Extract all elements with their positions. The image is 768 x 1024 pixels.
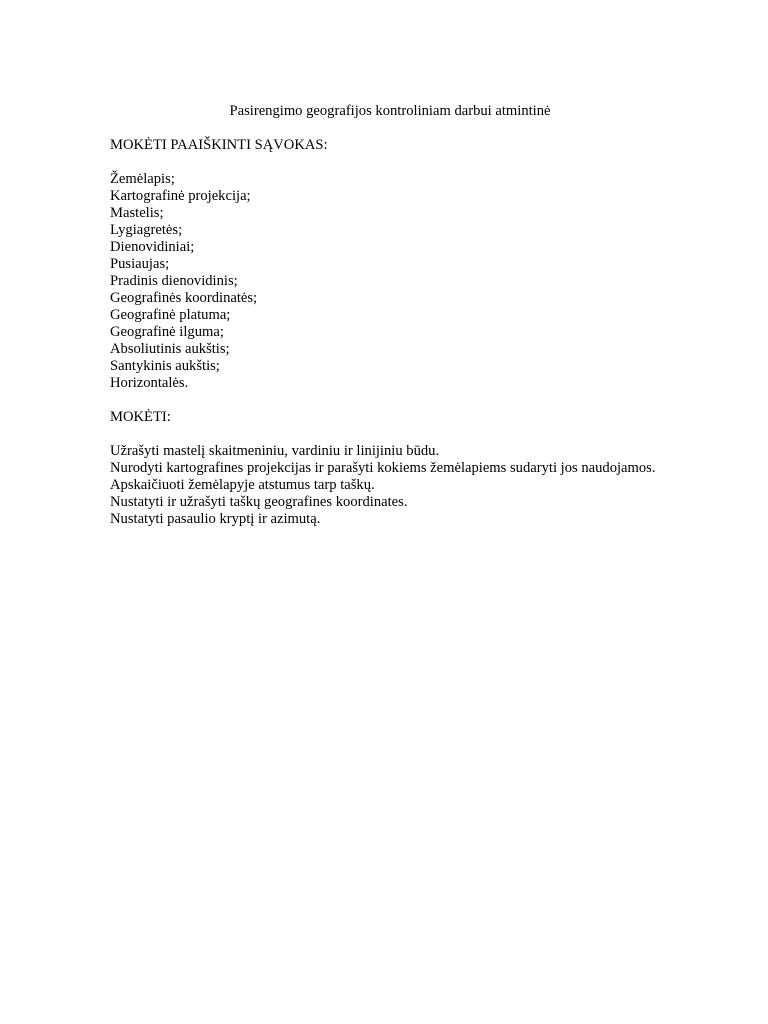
document-body bbox=[110, 137, 750, 528]
section-heading-concepts: MOKĖTI PAAIŠKINTI SĄVOKAS: bbox=[110, 137, 328, 153]
paragraph-spacer bbox=[110, 392, 750, 409]
list-item: Pradinis dienovidinis; bbox=[110, 273, 238, 289]
section-heading-skills: MOKĖTI: bbox=[110, 409, 171, 425]
list-item: Kartografinė projekcija; bbox=[110, 188, 251, 204]
paragraph-spacer bbox=[110, 154, 750, 171]
document-title: Pasirengimo geografijos kontroliniam darbui atmintinė bbox=[229, 103, 551, 119]
list-item: Mastelis; bbox=[110, 205, 164, 221]
list-item: Apskaičiuoti žemėlapyje atstumus tarp taškų. bbox=[110, 477, 375, 493]
list-item: Žemėlapis; bbox=[110, 171, 175, 187]
list-item: Geografinė ilguma; bbox=[110, 324, 224, 340]
skills-list bbox=[110, 443, 750, 528]
list-item: Nurodyti kartografines projekcijas ir parašyti kokiems žemėlapiems sudaryti jos naudojamos. bbox=[110, 460, 656, 476]
list-item: Geografinės koordinatės; bbox=[110, 290, 258, 306]
paragraph-spacer bbox=[110, 426, 750, 443]
list-item: Užrašyti mastelį skaitmeniniu, vardiniu ir linijiniu būdu. bbox=[110, 443, 440, 459]
list-item: Nustatyti ir užrašyti taškų geografines koordinates. bbox=[110, 494, 408, 510]
list-item: Pusiaujas; bbox=[110, 256, 170, 272]
list-item: Absoliutinis aukštis; bbox=[110, 341, 230, 357]
list-item: Geografinė platuma; bbox=[110, 307, 231, 323]
list-item: Nustatyti pasaulio kryptį ir azimutą. bbox=[110, 511, 321, 527]
list-item: Lygiagretės; bbox=[110, 222, 183, 238]
list-item: Santykinis aukštis; bbox=[110, 358, 220, 374]
list-item: Horizontalės. bbox=[110, 375, 189, 391]
concepts-list bbox=[110, 171, 750, 392]
list-item: Dienovidiniai; bbox=[110, 239, 195, 255]
